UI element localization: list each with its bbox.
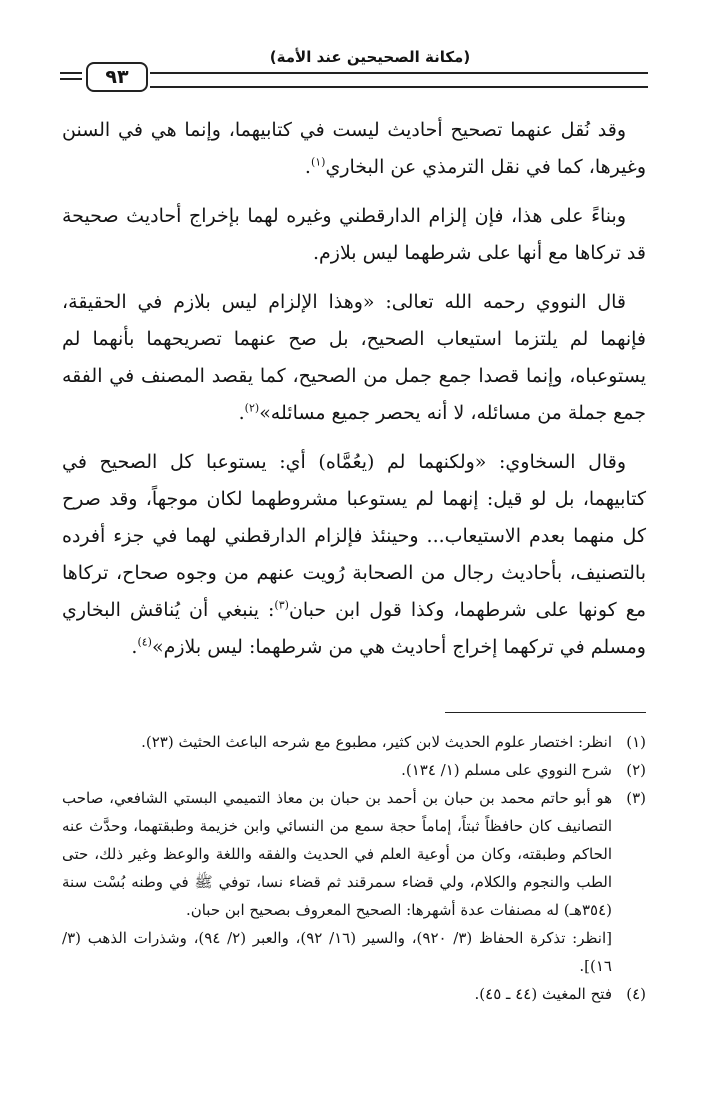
footnote-number: (٢): [626, 761, 646, 779]
main-text: [62, 112, 646, 678]
footnote: [62, 756, 646, 784]
running-title: (مكانة الصحيحين عند الأمة): [269, 48, 471, 66]
paragraph: [62, 444, 646, 666]
footnote-text: شرح النووي على مسلم (١/ ١٣٤).: [401, 761, 612, 779]
page-number: ٩٣: [86, 62, 148, 92]
paragraph-text: وقال السخاوي: «ولكنهما لم (يعُمَّاه) أي: يستوعبا كل الصحيح في كتابيهما، بل لو قيل: إنهما لم يستوعبا مشروطهما لكان موجهاً، وقد صرح كل منهما بعدم الاستيعاب... وحينئذ فإلزام الدارقطني لهما في جزء أفرده بالتصنيف، بأحاديث رجال من الصحابة رُويت عنهم من وجوه صحاح، تركاها مع كونها على شرطهما، وكذا قول ابن حبان: [62, 451, 646, 621]
paragraph-text: وقد نُقل عنهما تصحيح أحاديث ليست في كتابيهما، وإنما هي في السنن وغيرها، كما في نقل الترمذي عن البخاري: [62, 119, 646, 178]
footnote-ref[interactable]: (٤): [137, 635, 152, 649]
paragraph-end: .: [304, 156, 311, 178]
paragraph-end: .: [238, 402, 245, 424]
footnote: [62, 784, 646, 980]
footnote: [62, 980, 646, 1008]
footnote-body: هو أبو حاتم محمد بن حبان بن أحمد بن حبان بن معاذ التميمي البستي الشافعي، صاحب التصانيف كان حافظاً ثبتاً، إماماً حجة سمع من النسائي وابن خزيمة وطبقتهما، وحدَّث عنه الحاكم وطبقته، وكان من أوعية العلم في الحديث والفقه واللغة والوعظ وغير ذلك، حتى الطب والنجوم والكلام، ولي قضاء سمرقند ثم قضاء نسا، توفي ﷺ في وطنه بُسْت سنة (٣٥٤هـ) له مصنفات عدة أشهرها: الصحيح المعروف بصحيح ابن حبان.: [62, 789, 612, 919]
footnote-text: انظر: اختصار علوم الحديث لابن كثير، مطبوع مع شرحه الباعث الحثيث (٢٣).: [141, 733, 612, 751]
paragraph-text: وبناءً على هذا، فإن إلزام الدارقطني وغيره لهما بإخراج أحاديث صحيحة قد تركاها مع أنها على شرطهما ليس بلازم.: [62, 205, 646, 264]
footnote-number: (٣): [626, 789, 646, 807]
footnote-sources: [انظر: تذكرة الحفاظ (٣/ ٩٢٠)، والسير (١٦/ ٩٢)، والعبر (٢/ ٩٤)، وشذرات الذهب (٣/ ١٦)].: [62, 929, 612, 975]
paragraph-end: .: [131, 636, 138, 658]
footnote-number: (١): [626, 733, 646, 751]
paragraph: [62, 198, 646, 272]
footnote-ref[interactable]: (٣): [274, 598, 289, 612]
paragraph-text: قال النووي رحمه الله تعالى: «وهذا الإلزام ليس بلازم في الحقيقة، فإنهما لم يلتزما استيعاب الصحيح، بل صح عنهما تصريحهما بأنهما لم يستوعباه، وإنما قصدا جمع جمل من الصحيح، كما يقصد المصنف في الفقه جمع جملة من مسائله، لا أنه يحصر جميع مسائله»: [62, 291, 646, 424]
footnote-number: (٤): [626, 985, 646, 1003]
footnote-separator: [445, 712, 646, 713]
footnotes: [62, 728, 646, 1008]
footnote-ref[interactable]: (١): [310, 155, 326, 169]
header-rule: [150, 86, 648, 88]
footnote: [62, 728, 646, 756]
paragraph: [62, 284, 646, 432]
footnote-ref[interactable]: (٢): [244, 401, 260, 415]
footnote-text: [62, 784, 612, 980]
header-rule: [60, 72, 82, 74]
footnote-text: فتح المغيث (٤٤ ـ ٤٥).: [474, 985, 612, 1003]
paragraph: [62, 112, 646, 186]
paragraph-text: : ينبغي أن يُناقش البخاري ومسلم في تركهما إخراج أحاديث هي من شرطهما: ليس بلازم»: [62, 599, 646, 658]
header-rule: [150, 72, 648, 74]
header-rule: [60, 78, 82, 80]
